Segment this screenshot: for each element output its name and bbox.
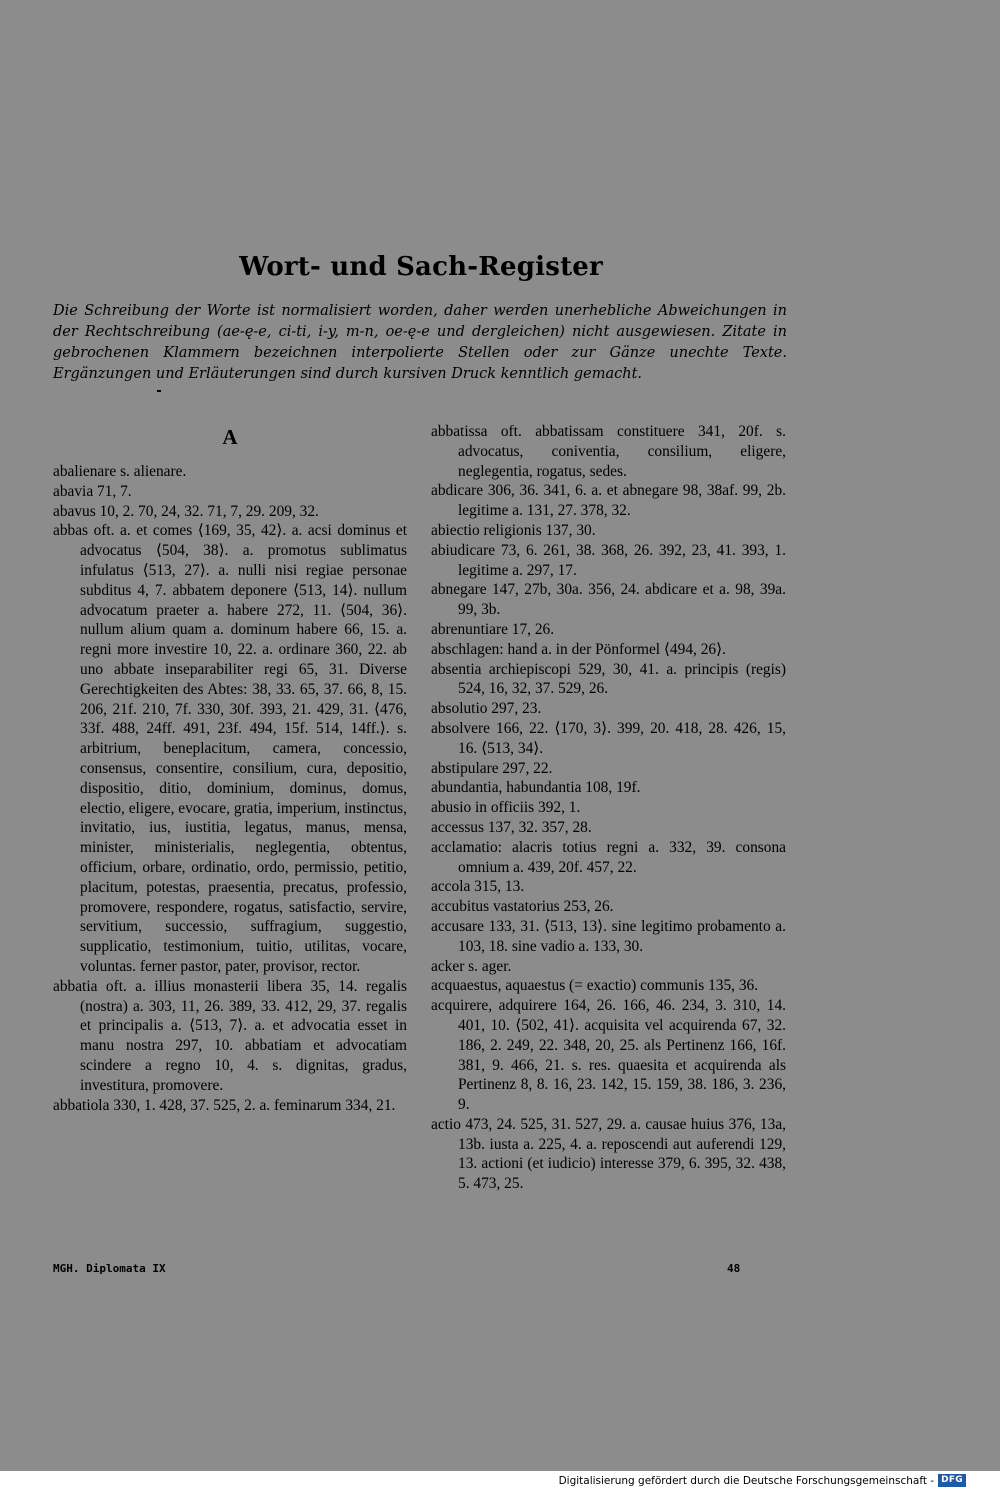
entry-list-left	[53, 462, 407, 1115]
index-entry: abdicare 306, 36. 341, 6. a. et abnegare 98, 38af. 99, 2b. legitime a. 131, 27. 378, 32.	[431, 482, 786, 520]
index-entry: acclamatio: alacris totius regni a. 332, 39. consona omnium a. 439, 20f. 457, 22.	[431, 838, 786, 876]
index-entry: abstipulare 297, 22.	[431, 759, 553, 777]
index-entry: accola 315, 13.	[431, 878, 525, 896]
dfg-logo[interactable]: DFG	[938, 1474, 966, 1487]
index-entry: absolutio 297, 23.	[431, 700, 542, 718]
series-footer: MGH. Diplomata IX	[53, 1262, 166, 1275]
index-entry: abiudicare 73, 6. 261, 38. 368, 26. 392, 23, 41. 393, 1. legitime a. 297, 17.	[431, 541, 786, 579]
index-entry: acker s. ager.	[431, 957, 512, 975]
index-entry: accessus 137, 32. 357, 28.	[431, 818, 592, 836]
index-entry: abbas oft. a. et comes ⟨169, 35, 42⟩. a. acsi dominus et advocatus ⟨504, 38⟩. a. promotus sublimatus infulatus ⟨513, 27⟩. a. nulli nisi regiae personae subditus 4, 7. abbatem deponere ⟨513, 14⟩. nullum advocatum praeter a. habere 272, 11. ⟨504, 36⟩. nullum alium quam a. dominum habere 66, 15. a. regni more investire 10, 22. a. ordinare 360, 22. ab uno abbate inseparabiliter regi 65, 31. Diverse Gerechtigkeiten des Abtes: 38, 33. 65, 37. 66, 8, 15. 206, 21f. 210, 7f. 330, 30f. 393, 21. 429, 31. ⟨476, 33f. 488, 24ff. 491, 23f. 494, 15f. 514, 14ff.⟩. s. arbitrium, beneplacitum, camera, concessio, consensus, consentire, consilium, cura, depositio, dispositio, ditio, dominium, dominus, domus, electio, eligere, evocare, gratia, imperium, instinctus, invitatio, ius, iustitia, legatus, manus, mensa, minister, ministerialis, neglegentia, obtentus, officium, orbare, ordinatio, ordo, permissio, petitio, placitum, potestas, praesentia, precatus, professio, promovere, respondere, rogatus, satisfactio, servire, servitium, successio, suffragium, suggestio, supplicatio, testimonium, tuitio, utilitas, vocare, voluntas. ferner pastor, pater, provisor, rector.	[53, 522, 407, 975]
index-entry: absolvere 166, 22. ⟨170, 3⟩. 399, 20. 418, 28. 426, 15, 16. ⟨513, 34⟩.	[431, 719, 786, 757]
index-entry: abschlagen: hand a. in der Pönformel ⟨494, 26⟩.	[431, 640, 726, 658]
index-entry: abrenuntiare 17, 26.	[431, 620, 555, 638]
page-number: 48	[727, 1262, 741, 1275]
print-mark	[157, 390, 161, 392]
index-entry: abbatissa oft. abbatissam constituere 341, 20f. s. advocatus, coniventia, consilium, eligere, neglegentia, rogatus, sedes.	[431, 423, 786, 480]
index-entry: abundantia, habundantia 108, 19f.	[431, 779, 641, 797]
index-entry: abbatia oft. a. illius monasterii libera 35, 14. regalis (nostra) a. 303, 11, 26. 389, 33. 412, 29, 37. regalis et principalis a. ⟨513, 7⟩. a. et advocatia esset in manu nostra 297, 10. abbatiam et advocatiam scindere a regno 10, 4. s. dignitas, gradus, investitura, promovere.	[53, 977, 407, 1094]
page-title: Wort- und Sach-Register	[239, 252, 603, 282]
index-entry: abnegare 147, 27b, 30a. 356, 24. abdicare et a. 98, 39a. 99, 3b.	[431, 581, 786, 619]
index-column-left	[53, 422, 407, 1115]
entry-list-right	[431, 422, 786, 1194]
index-entry: abalienare s. alienare.	[53, 463, 187, 480]
index-entry: abiectio religionis 137, 30.	[431, 521, 596, 539]
index-entry: accubitus vastatorius 253, 26.	[431, 898, 614, 916]
section-letter: A	[222, 425, 238, 449]
index-entry: acquaestus, aquaestus (= exactio) communis 135, 36.	[431, 977, 759, 995]
index-entry: acquirere, adquirere 164, 26. 166, 46. 234, 3. 310, 14. 401, 10. ⟨502, 41⟩. acquisita vel acquirenda 67, 32. 186, 2. 249, 22. 348, 20, 25. als Pertinenz 166, 16f. 381, 9. 466, 21. s. res. quaesita et acquirenda als Pertinenz 8, 8. 16, 23. 142, 15. 159, 38. 186, 3. 236, 9.	[431, 997, 786, 1114]
index-column-right	[431, 422, 786, 1194]
index-entry: abusio in officiis 392, 1.	[431, 799, 581, 817]
intro-paragraph: Die Schreibung der Worte ist normalisiert worden, daher werden unerhebliche Abweichungen in der Rechtschreibung (ae-ę-e, ci-ti, i-y, m-n, oe-ę-e und dergleichen) nicht ausgewiesen. Zitate in gebrochenen Klammern bezeichnen interpolierte Stellen oder zur Gänze unechte Texte. Ergänzungen und Erläuterungen sind durch kursiven Druck kenntlich gemacht.	[53, 303, 787, 382]
index-entry: abavia 71, 7.	[53, 482, 132, 500]
credit-text: Digitalisierung gefördert durch die Deutsche Forschungsgemeinschaft -	[558, 1474, 935, 1487]
index-entry: accusare 133, 31. ⟨513, 13⟩. sine legitimo probamento a. 103, 18. sine vadio a. 133, 30.	[431, 917, 786, 955]
index-entry: abbatiola 330, 1. 428, 37. 525, 2. a. feminarum 334, 21.	[53, 1096, 396, 1114]
index-entry: abavus 10, 2. 70, 24, 32. 71, 7, 29. 209, 32.	[53, 502, 319, 520]
index-entry: actio 473, 24. 525, 31. 527, 29. a. causae huius 376, 13a, 13b. iusta a. 225, 4. a. reposcendi aut auferendi 129, 13. actioni (et iudicio) interesse 379, 6. 395, 32. 438, 5. 473, 25.	[431, 1115, 786, 1193]
index-entry: absentia archiepiscopi 529, 30, 41. a. principis (regis) 524, 16, 32, 37. 529, 26.	[431, 660, 786, 698]
digitization-credit	[559, 1474, 966, 1487]
